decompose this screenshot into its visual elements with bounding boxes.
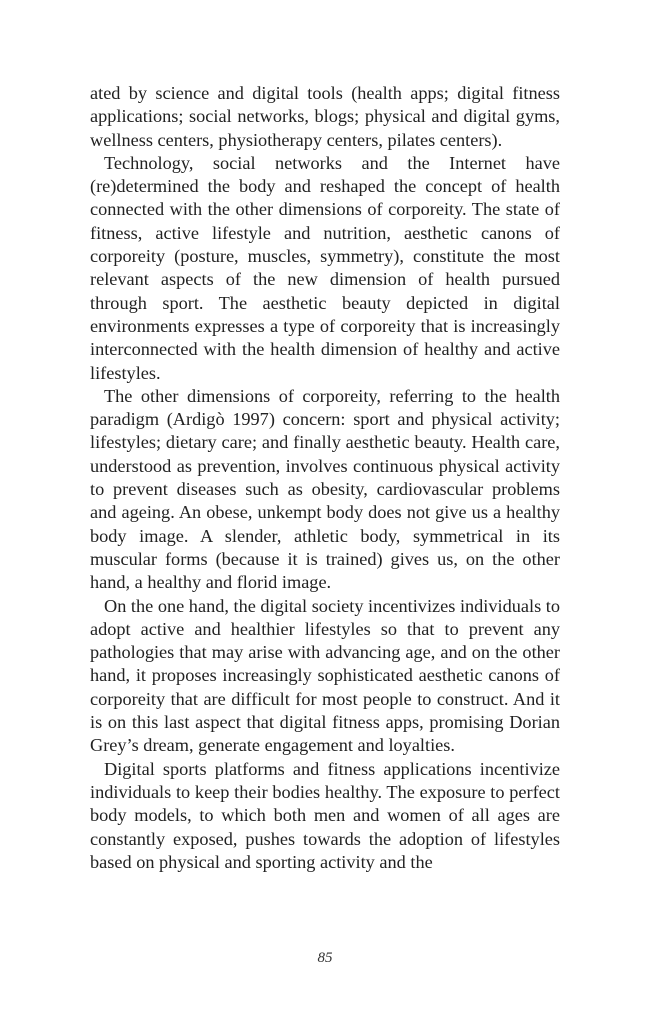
paragraph-digital-sports-platforms: Digital sports platforms and fitness applications incentivize individuals to keep their bodies healthy. The exposure to perfect body models, to which both men and women of all ages are constantly exposed, pushes towards the adoption of lifestyles based on physical and sporting activity and the — [90, 758, 560, 872]
page-number: 85 — [317, 950, 333, 966]
page-body — [90, 82, 560, 874]
paragraph-continued: ated by science and digital tools (health apps; digital fitness applications; social networks, blogs; physical and digital gyms, wellness centers, physiotherapy centers, pilates centers). — [90, 83, 560, 150]
paragraph-technology: Technology, social networks and the Internet have (re)determined the body and reshaped the concept of health connected with the other dimensions of corporeity. The state of fitness, active lifestyle and nutrition, aesthetic canons of corporeity (posture, muscles, symmetry), constitute the most relevant aspects of the new dimension of health pursued through sport. The aesthetic beauty depicted in digital environments expresses a type of corporeity that is increasingly interconnected with the health dimension of healthy and active lifestyles. — [90, 152, 560, 383]
paragraph-dimensions-of-corporeity: The other dimensions of corporeity, referring to the health paradigm (Ardigò 1997) concern: sport and physical activity; lifestyles; dietary care; and finally aesthetic beauty. Health care, understood as prevention, involves continuous physical activity to prevent diseases such as obesity, cardiovascular problems and ageing. An obese, unkempt body does not give us a healthy body image. A slender, athletic body, symmetrical in its muscular forms (because it is trained) gives us, on the other hand, a healthy and florid image. — [90, 385, 560, 593]
paragraph-digital-society: On the one hand, the digital society incentivizes individuals to adopt active and healthier lifestyles so that to prevent any pathologies that may arise with advancing age, and on the other hand, it proposes increasingly sophisticated aesthetic canons of corporeity that are difficult for most people to construct. And it is on this last aspect that digital fitness apps, promising Dorian Grey’s dream, generate engagement and loyalties. — [90, 595, 560, 756]
